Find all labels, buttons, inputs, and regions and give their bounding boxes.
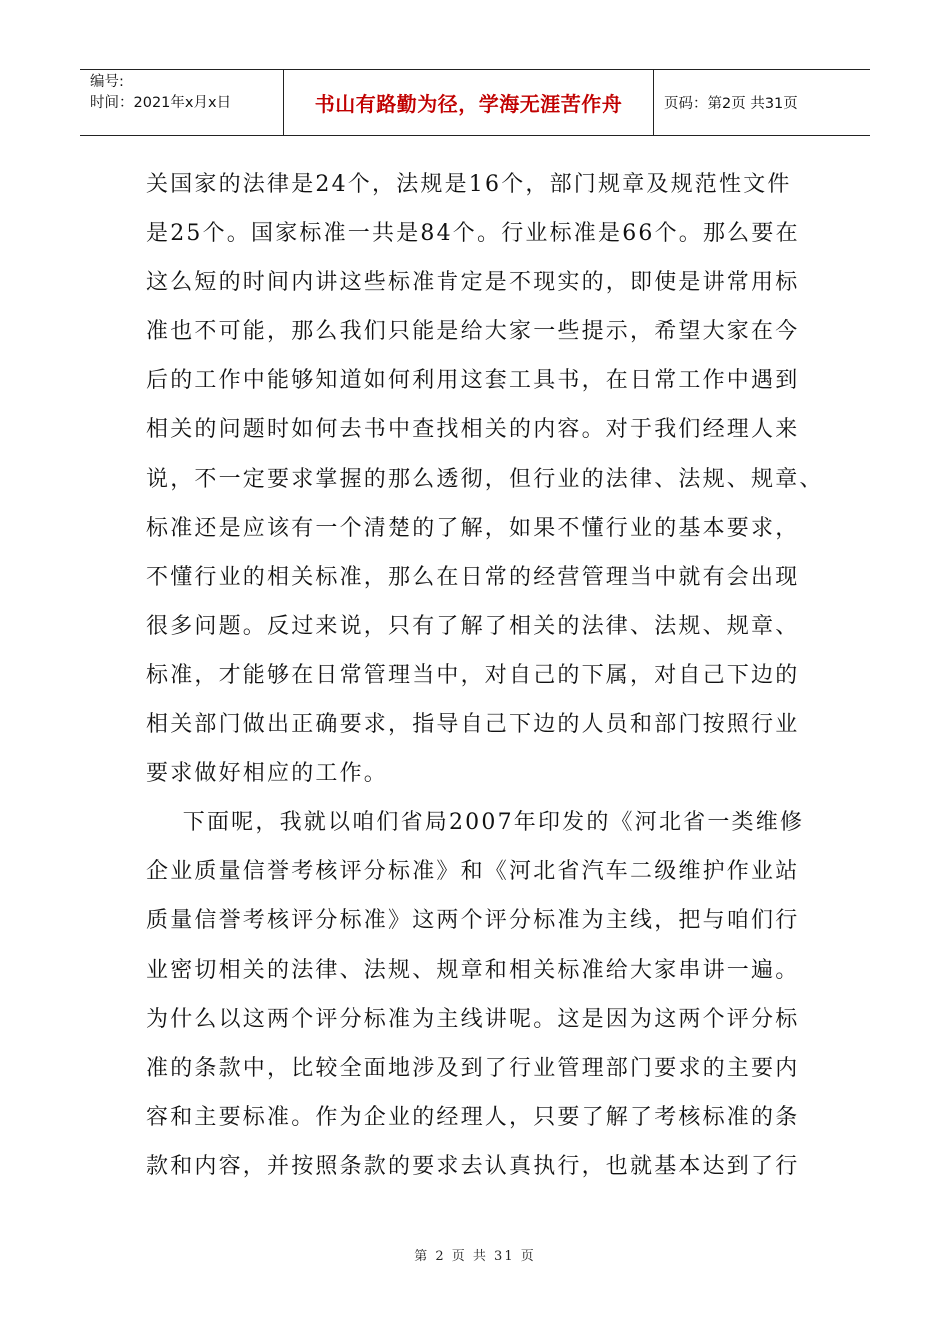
body-line: 是25个。国家标准一共是84个。行业标准是66个。那么要在 — [146, 221, 800, 247]
page-header — [80, 69, 870, 136]
body-line: 相关部门做出正确要求，指导自己下边的人员和部门按照行业 — [146, 712, 800, 738]
body-line: 企业质量信誉考核评分标准》和《河北省汽车二级维护作业站 — [146, 859, 800, 885]
body-line: 很多问题。反过来说，只有了解了相关的法律、法规、规章、 — [146, 613, 800, 639]
body-line: 说，不一定要求掌握的那么透彻，但行业的法律、法规、规章、 — [146, 466, 824, 492]
document-number-label: 编号: — [90, 74, 124, 90]
body-line: 为什么以这两个评分标准为主线讲呢。这是因为这两个评分标 — [146, 1006, 800, 1032]
body-line: 标准还是应该有一个清楚的了解，如果不懂行业的基本要求， — [146, 515, 800, 541]
body-line: 相关的问题时如何去书中查找相关的内容。对于我们经理人来 — [146, 417, 800, 443]
body-line: 要求做好相应的工作。 — [146, 761, 389, 787]
body-line: 这么短的时间内讲这些标准肯定是不现实的，即使是讲常用标 — [146, 270, 800, 296]
body-line: 后的工作中能够知道如何利用这套工具书，在日常工作中遇到 — [146, 368, 800, 394]
header-meta — [80, 70, 283, 135]
body-line: 不懂行业的相关标准，那么在日常的经营管理当中就有会出现 — [146, 564, 800, 590]
header-page-info: 页码：第2页 共31页 — [664, 96, 798, 112]
body-line: 关国家的法律是24个，法规是16个，部门规章及规范性文件 — [146, 172, 792, 197]
body-line: 下面呢，我就以咱们省局2007年印发的《河北省一类维修 — [146, 810, 805, 836]
header-motto: 书山有路勤为径，学海无涯苦作舟 — [283, 70, 654, 135]
page-footer: 第 2 页 共 31 页 — [414, 1249, 536, 1264]
body-line: 标准，才能够在日常管理当中，对自己的下属，对自己下边的 — [146, 662, 800, 688]
document-body — [146, 160, 824, 1191]
body-line: 质量信誉考核评分标准》这两个评分标准为主线，把与咱们行 — [146, 908, 800, 934]
document-date: 时间：2021年x月x日 — [90, 95, 232, 111]
body-line: 容和主要标准。作为企业的经理人，只要了解了考核标准的条 — [146, 1104, 800, 1130]
body-line: 准的条款中，比较全面地涉及到了行业管理部门要求的主要内 — [146, 1055, 800, 1081]
body-line: 准也不可能，那么我们只能是给大家一些提示，希望大家在今 — [146, 319, 800, 345]
body-line: 业密切相关的法律、法规、规章和相关标准给大家串讲一遍。 — [146, 957, 800, 983]
body-line: 款和内容，并按照条款的要求去认真执行，也就基本达到了行 — [146, 1153, 800, 1179]
